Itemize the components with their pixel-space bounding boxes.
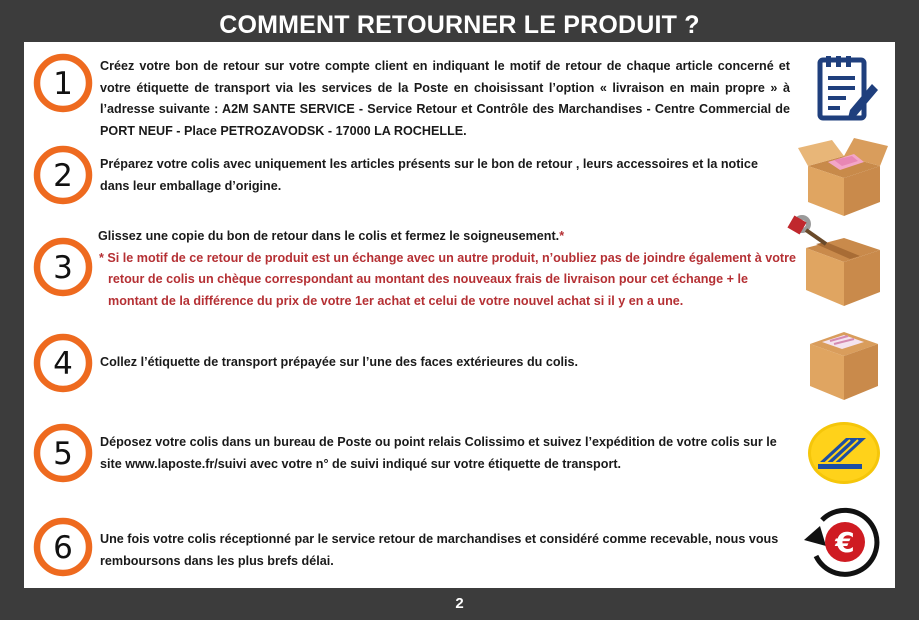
step-6-text: Une fois votre colis réceptionné par le service retour de marchandises et considéré comme recevable, nous vous remboursons dans les plus brefs délai. [100, 532, 779, 568]
content-panel [24, 42, 895, 588]
labeled-box-icon [804, 324, 884, 404]
step-3-note: * Si le motif de ce retour de produit est un échange avec un autre produit, n’oubliez pas de joindre également à votre retour de colis un chèque correspondant au montant des nouveaux frais de livraison pour cet échange + le montant de la différence du prix de votre 1er achat et celui de votre nouvel achat si il y en a une. [99, 250, 796, 308]
step-number-5-badge [32, 422, 94, 484]
clipboard-pen-icon [810, 54, 882, 126]
la-poste-logo-icon [806, 420, 882, 486]
step-number-3-badge [32, 236, 94, 298]
step-3-text: Glissez une copie du bon de retour dans le colis et fermez le soigneusement. [98, 229, 560, 243]
step-2-text: Préparez votre colis avec uniquement les articles présents sur le bon de retour , leurs accessoires et la notice dans leur emballage d’origine. [100, 157, 758, 193]
step-number-4-badge [32, 332, 94, 394]
step-3-block [98, 226, 800, 312]
step-4-text: Collez l’étiquette de transport prépayée sur l’une des faces extérieures du colis. [100, 355, 579, 369]
step-number-3: 3 [53, 250, 73, 286]
step-number-4: 4 [53, 346, 73, 382]
step-number-5: 5 [53, 436, 73, 472]
step-5-text: Déposez votre colis dans un bureau de Poste ou point relais Colissimo et suivez l’expédition de votre colis sur le site www.laposte.fr/suivi avec votre n° de suivi indiqué sur votre étiquette de transport. [100, 435, 777, 471]
step-1-text: Créez votre bon de retour sur votre compte client en indiquant le motif de retour de chaque article concerné et votre étiquette de transport via les services de la Poste en choisissant l’option « livraison en main propre » à l’adresse suivante : A2M SANTE SERVICE - Service Retour et Contrôle des Marchandises - Centre Commercial de PORT NEUF - Place PETROZAVODSK - 17000 LA ROCHELLE. [100, 59, 790, 138]
euro-refund-icon [800, 502, 886, 582]
step-3-asterisk: * [559, 229, 565, 243]
step-number-1: 1 [53, 66, 73, 102]
step-number-6-badge [32, 516, 94, 578]
tape-box-icon [786, 214, 886, 312]
step-number-1-badge [32, 52, 94, 114]
page-number: 2 [455, 595, 464, 612]
step-number-2-badge [32, 144, 94, 206]
svg-text:€: € [835, 526, 855, 559]
step-number-6: 6 [53, 530, 73, 566]
page-title: COMMENT RETOURNER LE PRODUIT ? [219, 11, 700, 39]
step-number-2: 2 [53, 158, 73, 194]
open-box-icon [794, 132, 890, 220]
